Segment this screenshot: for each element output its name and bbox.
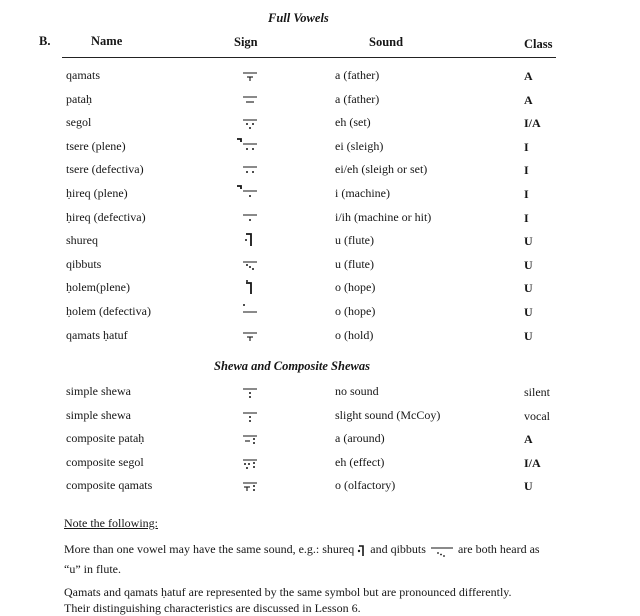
- hireq-defectiva-sign-icon: [236, 209, 266, 227]
- qibbuts-inline-icon: [429, 544, 455, 556]
- header-name: Name: [91, 34, 123, 48]
- vowel-sound: a (father): [335, 68, 380, 82]
- vowel-name: qamats ḥatuf: [66, 328, 128, 342]
- section-letter: B.: [39, 34, 51, 48]
- vowel-class: U: [524, 305, 533, 319]
- vowel-name: tsere (defectiva): [66, 162, 144, 176]
- header-sign: Sign: [234, 35, 258, 49]
- vowel-name: ḥireq (plene): [66, 186, 128, 200]
- tsere-defectiva-sign-icon: [236, 161, 266, 179]
- vowel-name: ḥolem(plene): [66, 280, 130, 294]
- note-heading: Note the following:: [64, 516, 158, 530]
- holem-defectiva-sign-icon: [236, 303, 266, 321]
- header-class: Class: [524, 37, 553, 51]
- qamats-hatuf-sign-icon: [236, 327, 266, 345]
- note-p1-part-b: and qibbuts: [370, 542, 426, 556]
- vowel-sound: eh (effect): [335, 455, 385, 469]
- vowel-class: A: [524, 432, 533, 446]
- holem-plene-sign-icon: [236, 279, 266, 297]
- note-paragraph-1-line-1: [64, 542, 540, 557]
- segol-sign-icon: [236, 114, 266, 132]
- qamats-sign-icon: [236, 67, 266, 85]
- shureq-sign-icon: [236, 232, 266, 250]
- vowel-name: composite segol: [66, 455, 144, 469]
- composite-segol-sign-icon: [236, 454, 266, 472]
- vowel-sound: u (flute): [335, 233, 374, 247]
- hireq-plene-sign-icon: [236, 185, 266, 203]
- vowel-class: U: [524, 234, 533, 248]
- vowel-sound: slight sound (McCoy): [335, 408, 441, 422]
- vowel-name: simple shewa: [66, 408, 131, 422]
- note-p1-part-c: are both heard as: [457, 542, 540, 556]
- vowel-class: I: [524, 163, 529, 177]
- vowel-class: U: [524, 479, 533, 493]
- vowel-class: A: [524, 93, 533, 107]
- vowel-class: I: [524, 187, 529, 201]
- vowel-sound: ei/eh (sleigh or set): [335, 162, 428, 176]
- vowel-sound: o (hold): [335, 328, 374, 342]
- vowel-class: vocal: [524, 409, 550, 423]
- vowel-class: U: [524, 281, 533, 295]
- vowel-name: composite qamats: [66, 478, 153, 492]
- composite-qamats-sign-icon: [236, 477, 266, 495]
- vowel-class: U: [524, 258, 533, 272]
- vowel-sound: a (father): [335, 92, 380, 106]
- vowel-sound: o (hope): [335, 280, 376, 294]
- tsere-plene-sign-icon: [236, 138, 266, 156]
- vowel-name: tsere (plene): [66, 139, 126, 153]
- vowel-class: I: [524, 211, 529, 225]
- shureq-inline-icon: [357, 544, 367, 556]
- shewa-sign-icon: [236, 407, 266, 425]
- vowel-name: qamats: [66, 68, 100, 82]
- full-vowels-title: Full Vowels: [268, 11, 329, 25]
- composite-patah-sign-icon: [236, 430, 266, 448]
- vowel-sound: i/ih (machine or hit): [335, 210, 432, 224]
- vowel-class: A: [524, 69, 533, 83]
- note-p1-part-a: More than one vowel may have the same sound, e.g.: shureq: [64, 542, 355, 556]
- vowel-name: ḥolem (defectiva): [66, 304, 151, 318]
- shewa-title: Shewa and Composite Shewas: [214, 359, 370, 373]
- vowel-name: simple shewa: [66, 384, 131, 398]
- vowel-class: I/A: [524, 116, 541, 130]
- vowel-class: I/A: [524, 456, 541, 470]
- note-paragraph-2-line-2: Their distinguishing characteristics are discussed in Lesson 6.: [64, 601, 361, 615]
- vowel-sound: o (hope): [335, 304, 376, 318]
- note-paragraph-1-line-2: “u” in flute.: [64, 562, 121, 576]
- note-paragraph-2-line-1: Qamats and qamats ḥatuf are represented by the same symbol but are pronounced differently.: [64, 585, 512, 599]
- vowel-name: segol: [66, 115, 92, 129]
- vowel-sound: eh (set): [335, 115, 371, 129]
- vowel-name: shureq: [66, 233, 98, 247]
- vowel-sound: a (around): [335, 431, 385, 445]
- header-sound: Sound: [369, 35, 404, 49]
- patah-sign-icon: [236, 91, 266, 109]
- vowel-class: silent: [524, 385, 550, 399]
- shewa-sign-icon: [236, 383, 266, 401]
- vowel-sound: ei (sleigh): [335, 139, 384, 153]
- vowel-name: ḥireq (defectiva): [66, 210, 146, 224]
- vowel-class: I: [524, 140, 529, 154]
- vowel-sound: no sound: [335, 384, 379, 398]
- header-rule: [62, 57, 556, 58]
- qibbuts-sign-icon: [236, 256, 266, 274]
- vowel-name: qibbuts: [66, 257, 102, 271]
- vowel-sound: u (flute): [335, 257, 374, 271]
- vowel-name: pataḥ: [66, 92, 92, 106]
- vowel-sound: o (olfactory): [335, 478, 396, 492]
- vowel-sound: i (machine): [335, 186, 390, 200]
- vowel-name: composite pataḥ: [66, 431, 145, 445]
- vowel-class: U: [524, 329, 533, 343]
